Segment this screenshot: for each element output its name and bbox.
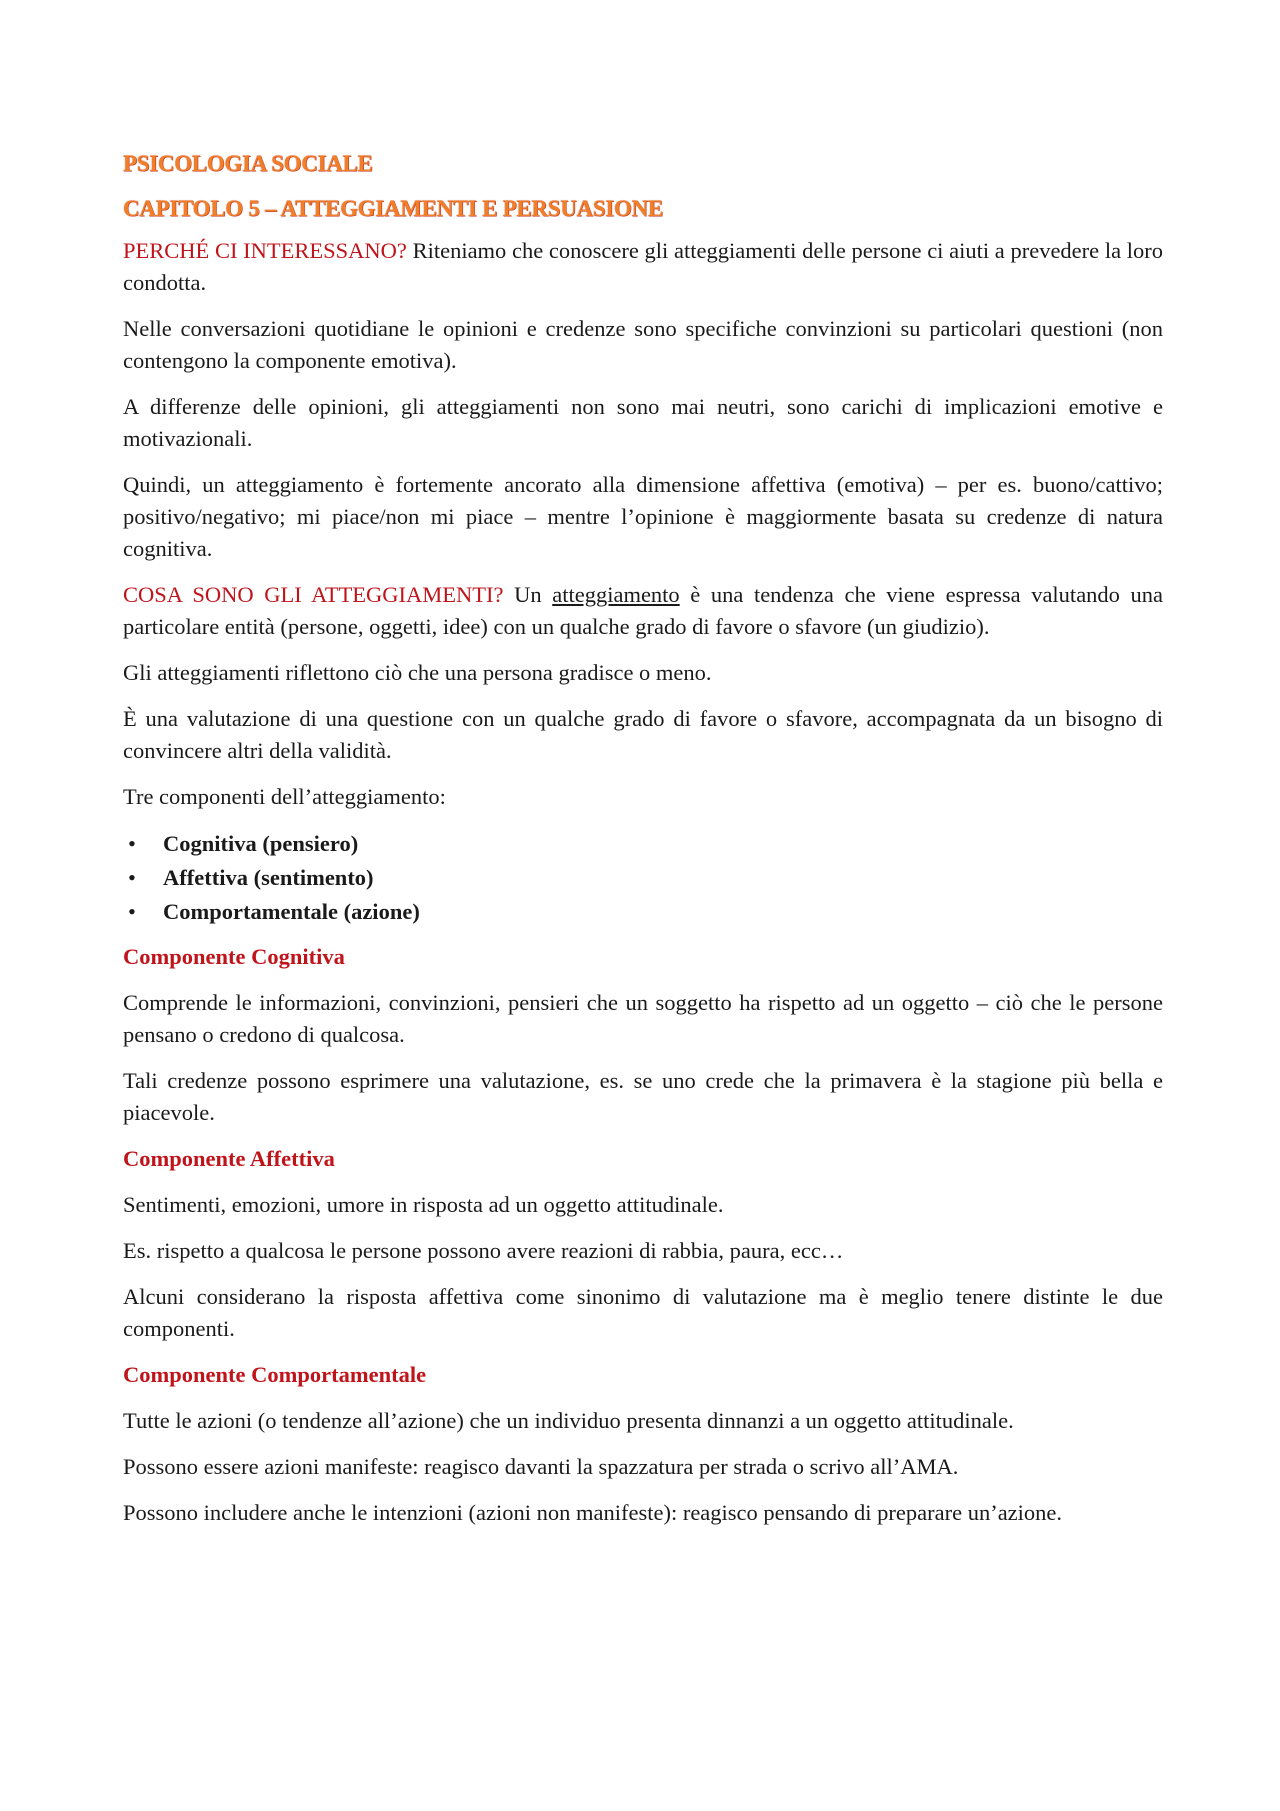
paragraph-three-components: Tre componenti dell’atteggiamento:: [123, 784, 446, 809]
list-item-label: Cognitiva (pensiero): [163, 831, 359, 856]
paragraph-affettiva-3: Alcuni considerano la risposta affettiva come sinonimo di valutazione ma è meglio tenere distinte le due componenti.: [123, 1284, 1163, 1341]
paragraph-text: è una tendenza che viene espressa valutando una particolare entità (persone, oggetti, idee) con un qualche grado di favore o sfavore (un giudizio).: [123, 582, 1164, 639]
question-label-why: PERCHÉ CI INTERESSANO?: [123, 238, 407, 263]
document-page: [123, 150, 1163, 1543]
paragraph-comportamentale-2: Possono essere azioni manifeste: reagisco davanti la spazzatura per strada o scrivo all’AMA.: [123, 1454, 959, 1479]
paragraph-affective-dimension: Quindi, un atteggiamento è fortemente ancorato alla dimensione affettiva (emotiva) – per es. buono/cattivo; positivo/negativo; mi piace/non mi piace – mentre l’opinione è maggiormente basata su credenze di natura cognitiva.: [123, 472, 1163, 561]
chapter-title: CAPITOLO 5 – ATTEGGIAMENTI E PERSUASIONE: [123, 196, 663, 221]
paragraph-text: Riteniamo che conoscere gli atteggiamenti delle persone ci aiuti a prevedere la loro condotta.: [123, 238, 1163, 295]
paragraph-why: [123, 235, 1163, 299]
list-item-label: Comportamentale (azione): [163, 899, 420, 924]
paragraph-affettiva-1: Sentimenti, emozioni, umore in risposta ad un oggetto attitudinale.: [123, 1192, 724, 1217]
list-item: [123, 861, 1163, 895]
paragraph-cognitiva-2: Tali credenze possono esprimere una valutazione, es. se uno crede che la primavera è la stagione più bella e piacevole.: [123, 1068, 1163, 1125]
heading-affettiva: Componente Affettiva: [123, 1146, 335, 1171]
paragraph-comportamentale-1: Tutte le azioni (o tendenze all’azione) che un individuo presenta dinnanzi a un oggetto attitudinale.: [123, 1408, 1014, 1433]
paragraph-definition: [123, 579, 1163, 643]
paragraph-evaluation: È una valutazione di una questione con un qualche grado di favore o sfavore, accompagnata da un bisogno di convincere altri della validità.: [123, 706, 1163, 763]
paragraph-reflect: Gli atteggiamenti riflettono ciò che una persona gradisce o meno.: [123, 660, 712, 685]
document-title: PSICOLOGIA SOCIALE: [123, 151, 373, 176]
list-item: [123, 895, 1163, 929]
list-item: [123, 827, 1163, 861]
heading-comportamentale: Componente Comportamentale: [123, 1362, 427, 1387]
bullet-icon: •: [128, 831, 136, 856]
paragraph-text: Un: [503, 582, 553, 607]
paragraph-cognitiva-1: Comprende le informazioni, convinzioni, pensieri che un soggetto ha rispetto ad un oggetto – ciò che le persone pensano o credono di qualcosa.: [123, 990, 1163, 1047]
paragraph-difference: A differenze delle opinioni, gli atteggiamenti non sono mai neutri, sono carichi di implicazioni emotive e motivazionali.: [123, 394, 1163, 451]
components-list: [123, 827, 1163, 929]
paragraph-affettiva-2: Es. rispetto a qualcosa le persone possono avere reazioni di rabbia, paura, ecc…: [123, 1238, 844, 1263]
paragraph-opinions: Nelle conversazioni quotidiane le opinioni e credenze sono specifiche convinzioni su particolari questioni (non contengono la componente emotiva).: [123, 316, 1163, 373]
underlined-term: atteggiamento: [552, 582, 680, 607]
bullet-icon: •: [128, 865, 136, 890]
bullet-icon: •: [128, 899, 136, 924]
list-item-label: Affettiva (sentimento): [163, 865, 374, 890]
paragraph-comportamentale-3: Possono includere anche le intenzioni (azioni non manifeste): reagisco pensando di preparare un’azione.: [123, 1500, 1063, 1525]
heading-cognitiva: Componente Cognitiva: [123, 944, 345, 969]
question-label-what: COSA SONO GLI ATTEGGIAMENTI?: [123, 582, 504, 607]
